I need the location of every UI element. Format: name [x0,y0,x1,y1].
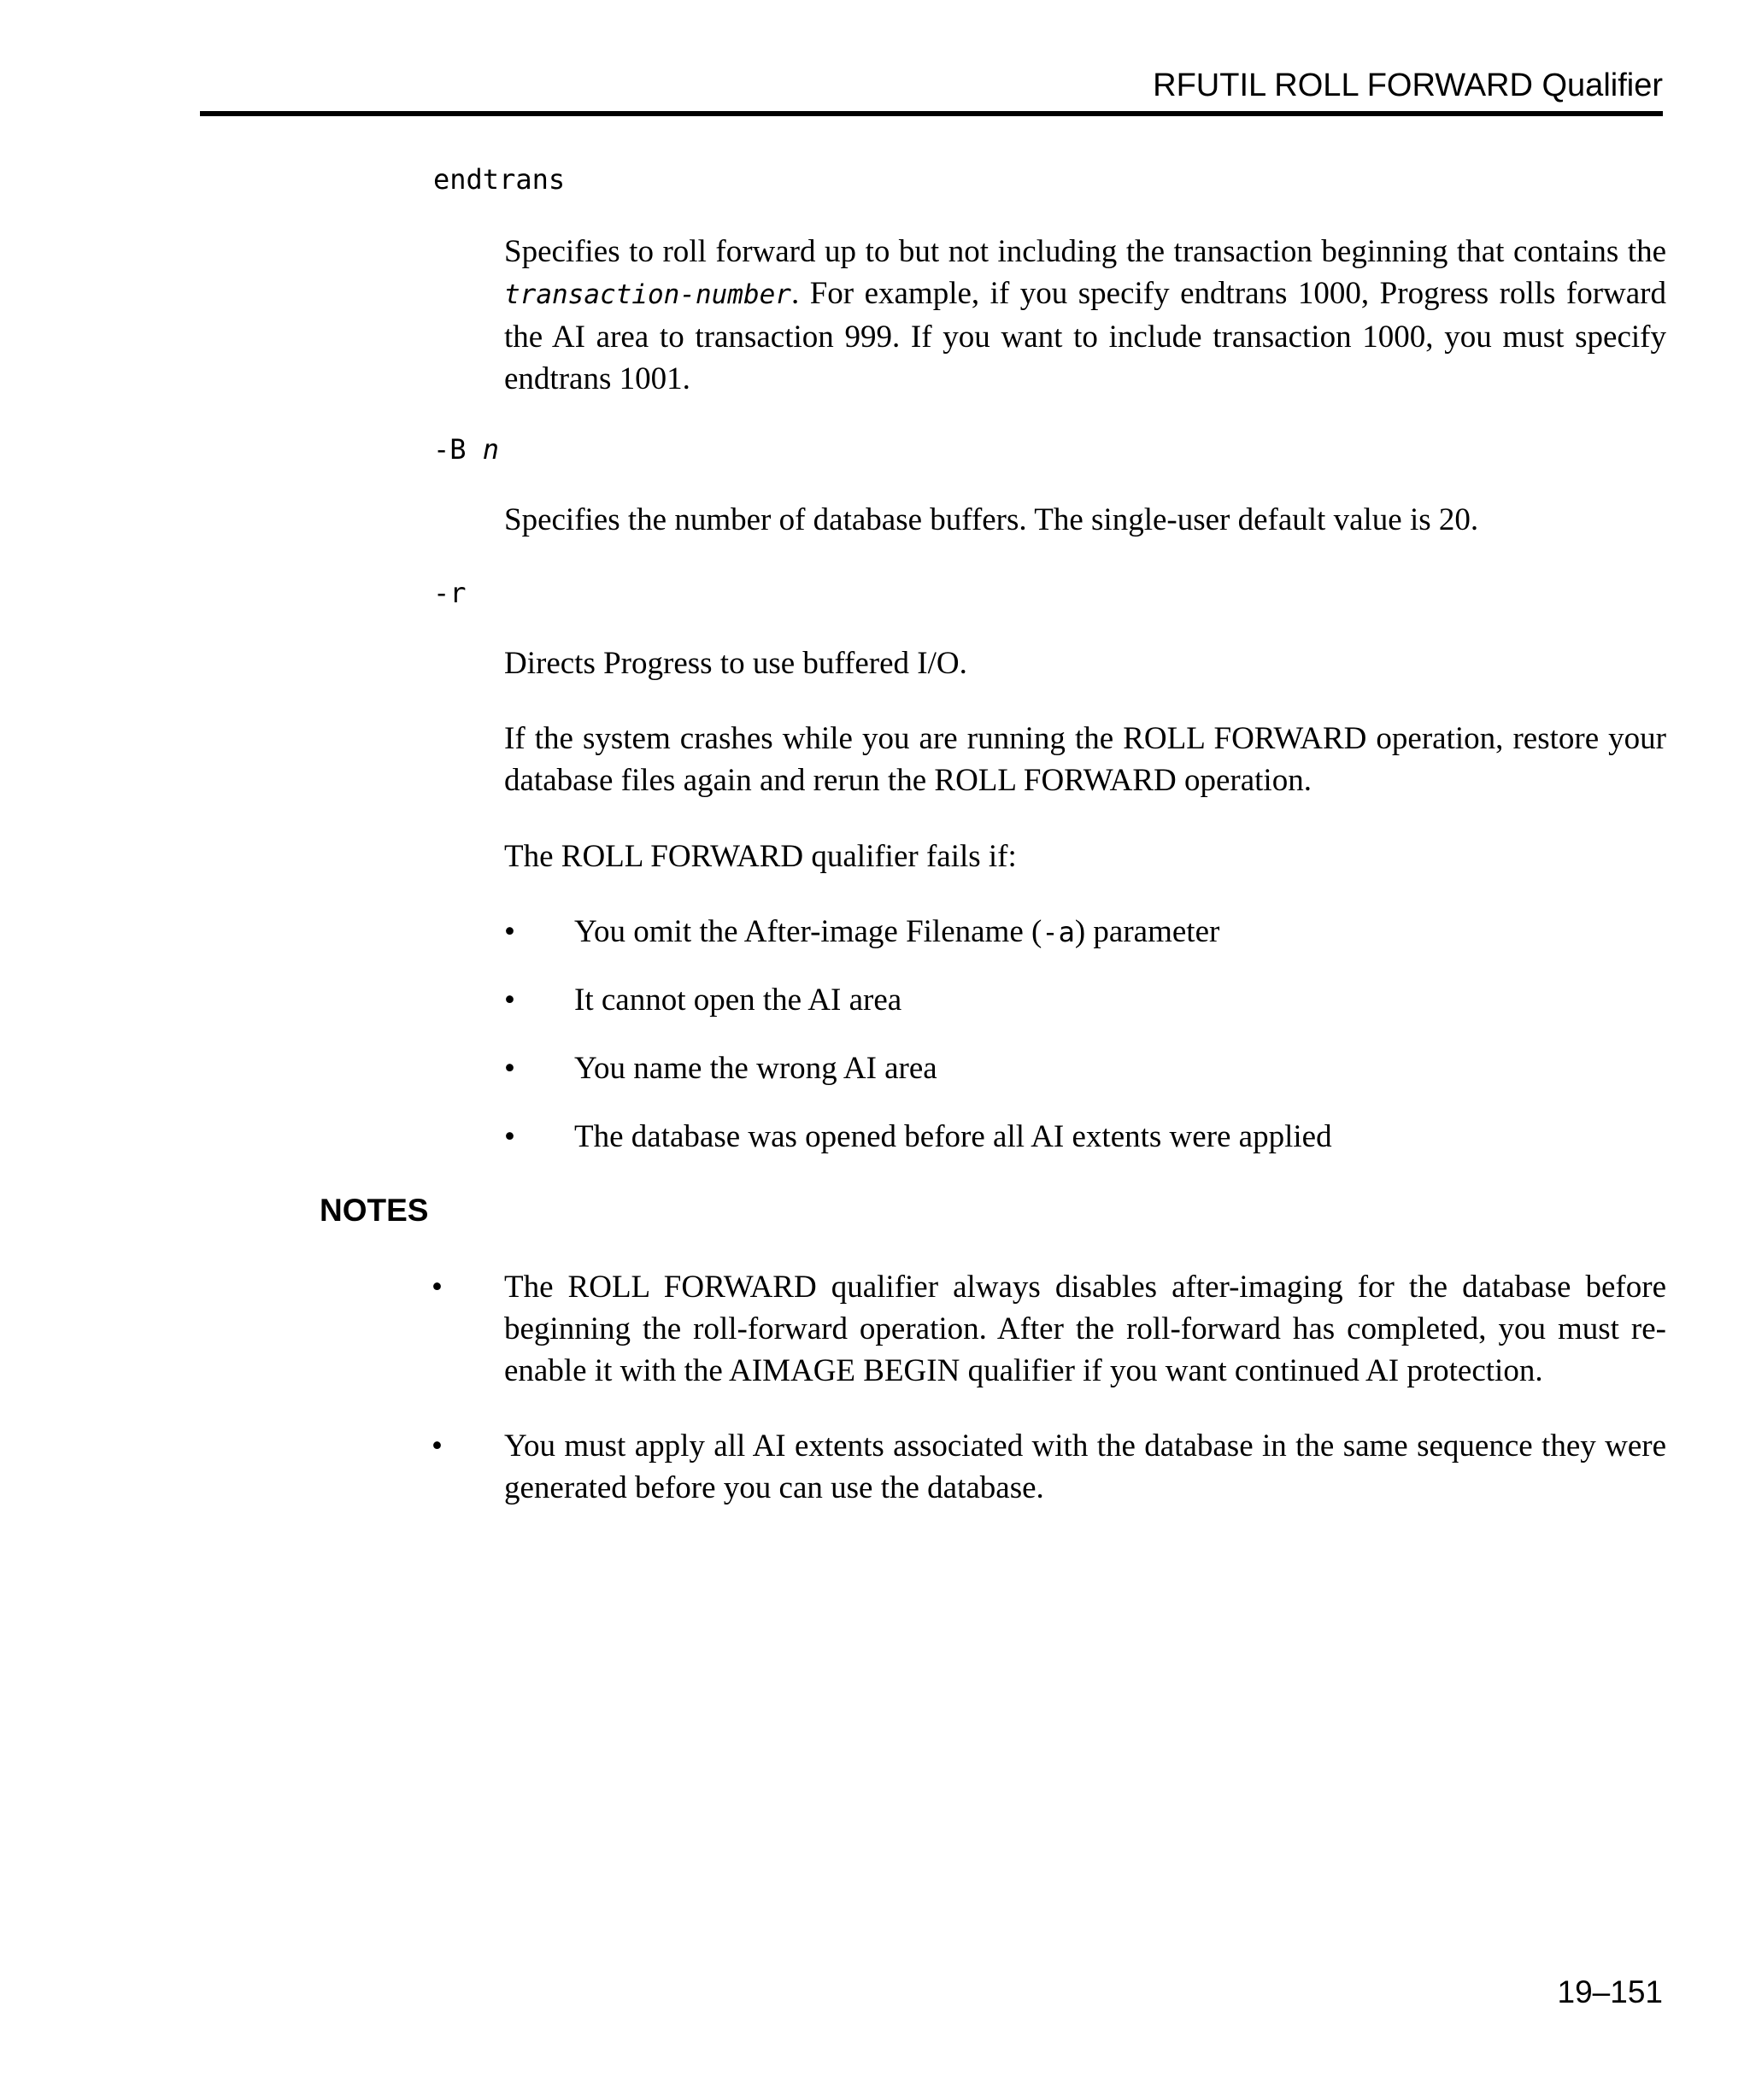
param-r-description: Directs Progress to use buffered I/O. [504,646,967,681]
param-b-term [433,432,499,466]
inline-code: -a [1042,916,1075,948]
bullet-icon: • [504,983,515,1018]
bullet-icon: • [504,914,515,949]
list-item-text: You omit the After-image Filename (-a) parameter [574,914,1220,949]
crash-paragraph: If the system crashes while you are running the ROLL FORWARD operation, restore your database files again and rerun the ROLL FORWARD operation. [504,721,1666,798]
fails-intro: The ROLL FORWARD qualifier fails if: [504,839,1017,874]
note-text: You must apply all AI extents associated with the database in the same sequence they were generated before you can use the database. [504,1428,1666,1505]
bullet-icon: • [504,1119,515,1154]
notes-heading: NOTES [320,1193,429,1228]
param-b-var: n [482,433,500,466]
bullet-icon: • [432,1428,443,1464]
list-item-text: It cannot open the AI area [574,983,902,1018]
param-b-flag: -B [433,433,467,466]
transaction-number-var: transaction-number [504,279,791,310]
page-number: 19–151 [1557,1974,1663,2009]
param-endtrans-description [504,231,1666,400]
bullet-icon: • [504,1051,515,1086]
param-r-term: -r [433,577,467,609]
endtrans-desc-part1: Specifies to roll forward up to but not including the transaction beginning that contains the [504,234,1666,269]
list-item-text: You name the wrong AI area [574,1051,937,1086]
param-b-description: Specifies the number of database buffers. The single-user default value is 20. [504,502,1479,537]
running-header: RFUTIL ROLL FORWARD Qualifier [1153,67,1663,103]
param-endtrans-term: endtrans [433,163,566,196]
bullet-icon: • [432,1270,443,1305]
endtrans-desc-part2: . For example, if you specify endtrans 1000, Progress rolls forward the AI area to transaction 999. If you want to include transaction 1000, you must specify endtrans 1001. [504,276,1666,396]
header-rule [200,111,1663,116]
note-text: The ROLL FORWARD qualifier always disables after-imaging for the database before beginning the roll-forward operation. After the roll-forward has completed, you must re-enable it with the AIMAGE BEGIN qualifier if you want continued AI protection. [504,1270,1666,1388]
list-item-text: The database was opened before all AI extents were applied [574,1119,1332,1154]
